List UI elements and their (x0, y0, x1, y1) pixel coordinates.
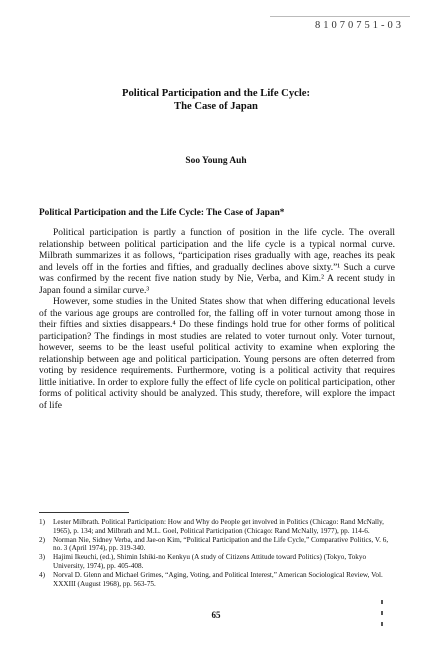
paragraph: Political participation is partly a function of position in the life cycle. The overall relationship between political participation and the life cycle is a typical normal curve. Milbrath summarizes it as follows, “participation rises gradually with age, reaches its peak and levels off in the forties and fifties, and gradually declines above sixty.”¹ Such a curve was confirmed by the recent five nation study by Nie, Verba, and Kim.² A recent study in Japan found a similar curve.³ (39, 228, 395, 296)
paragraph: However, some studies in the United States show that when differing educational levels of the various age groups are controlled for, the falling off in voter turnout among those in their fifties and sixties disappears.⁴ Do these findings hold true for other forms of political participation? The findings in most studies are related to voter turnout only. Voter turnout, however, seems to be the least useful political activity to examine when exploring the relationship between age and political participation. Young persons are often deterred from voting by residence requirements. Furthermore, voting is a political activity that requires little initiative. In order to explore fully the effect of life cycle on political participation, other forms of political activity should be analyzed. This study, therefore, will explore the impact of life (39, 297, 395, 411)
footnote-number: 2) (39, 535, 45, 544)
paper-title-block (40, 87, 392, 113)
document-id: 81070751-03 (315, 20, 404, 31)
footnote (39, 536, 395, 553)
footnote-text: Hajimi Ikeuchi, (ed.), Shimin Ishiki-no Kenkyu (A study of Citizens Attitude toward Politics) (Tokyo, Tokyo University, 1974), pp. 405-408. (53, 553, 367, 570)
paper-title: Political Participation and the Life Cycle: (121, 88, 310, 99)
footnote-text: Norval D. Glenn and Michael Grimes, “Aging, Voting, and Political Interest,” American Sociological Review, Vol. XXXIII (August 1968), pp. 563-75. (53, 571, 383, 588)
footnotes (39, 518, 395, 589)
footnote (39, 553, 395, 570)
section-heading: Political Participation and the Life Cycle: The Case of Japan* (39, 208, 285, 218)
footnote-number: 1) (39, 518, 45, 526)
header-rule (270, 16, 410, 17)
footnote-divider (39, 512, 129, 513)
footnote-text: Lester Milbrath. Political Participation: How and Why do People get involved in Politics (Chicago: Rand McNally, 1965), p. 134; and Milbrath and M.L. Goel, Political Participation (Chicago: Rand McNally, 1977), pp. 114-6. (53, 518, 384, 535)
paper-subtitle: The Case of Japan (174, 101, 258, 112)
footnote-text: Norman Nie, Sidney Verba, and Jae-on Kim, “Political Participation and the Life Cycle,” Comparative Politics, V. 6, no. 3 (April 1974), pp. 319-340. (53, 535, 389, 553)
footnote-number: 3) (39, 553, 45, 562)
footnote (39, 518, 395, 535)
footnote-number: 4) (39, 571, 45, 580)
body-text (39, 228, 395, 412)
author-name: Soo Young Auh (185, 156, 247, 166)
footnote (39, 571, 395, 588)
scan-margin-mark (378, 600, 386, 640)
page-number: 65 (211, 610, 221, 620)
